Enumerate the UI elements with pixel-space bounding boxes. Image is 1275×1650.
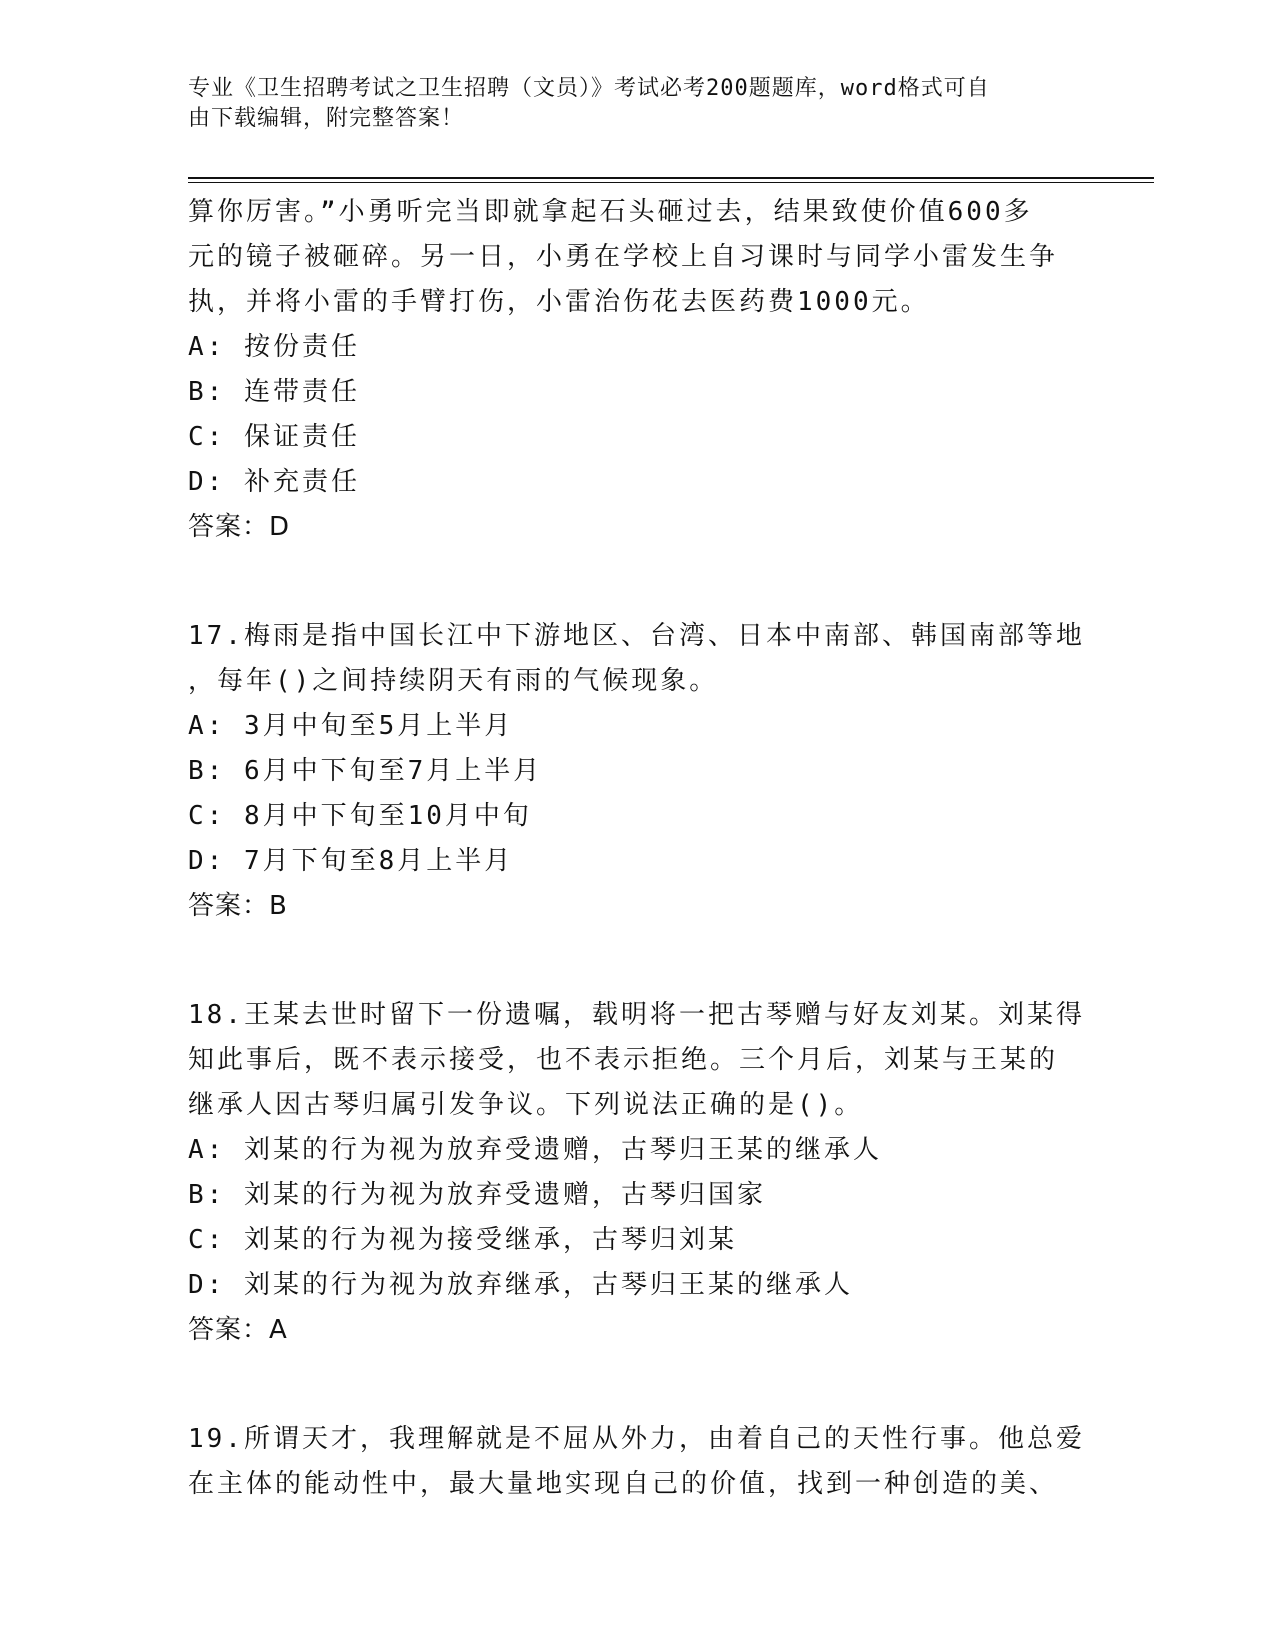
header-line-2: 由下载编辑，附完整答案！ [188, 106, 465, 131]
question-line: 17.梅雨是指中国长江中下游地区、台湾、日本中南部、韩国南部等地 [188, 621, 1085, 651]
question-text [188, 1417, 1088, 1507]
question-line: 18.王某去世时留下一份遗嘱，载明将一把古琴赠与好友刘某。刘某得 [188, 1000, 1085, 1030]
question-line: ，每年()之间持续阴天有雨的气候现象。 [188, 666, 719, 696]
spacer [188, 550, 1088, 614]
question-line: 执，并将小雷的手臂打伤，小雷治伤花去医药费1000元。 [188, 287, 930, 317]
option-c: C: 刘某的行为视为接受继承，古琴归刘某 [188, 1225, 737, 1255]
spacer [188, 929, 1088, 993]
option-a: A: 刘某的行为视为放弃受遗赠，古琴归王某的继承人 [188, 1135, 882, 1165]
question-text [188, 614, 1088, 704]
option-b: B: 连带责任 [188, 377, 360, 407]
option-a: A: 3月中旬至5月上半月 [188, 711, 514, 741]
option-d: D: 7月下旬至8月上半月 [188, 846, 514, 876]
option-b: B: 刘某的行为视为放弃受遗赠，古琴归国家 [188, 1180, 766, 1210]
document-body [188, 190, 1088, 1507]
question-line: 元的镜子被砸碎。另一日，小勇在学校上自习课时与同学小雷发生争 [188, 242, 1059, 272]
answer: 答案：B [188, 891, 288, 921]
option-c: C: 8月中下旬至10月中旬 [188, 801, 532, 831]
question-17 [188, 614, 1088, 929]
question-19 [188, 1417, 1088, 1507]
question-line: 在主体的能动性中，最大量地实现自己的价值，找到一种创造的美、 [188, 1469, 1059, 1499]
header-line-1: 专业《卫生招聘考试之卫生招聘（文员）》考试必考200题题库，word格式可自 [188, 76, 990, 101]
header-rule-thin [188, 182, 1154, 183]
question-18 [188, 993, 1088, 1353]
option-d: D: 刘某的行为视为放弃继承，古琴归王某的继承人 [188, 1270, 853, 1300]
question-text [188, 993, 1088, 1128]
answer: 答案：D [188, 512, 291, 542]
option-b: B: 6月中下旬至7月上半月 [188, 756, 543, 786]
option-c: C: 保证责任 [188, 422, 360, 452]
question-line: 19.所谓天才，我理解就是不屈从外力，由着自己的天性行事。他总爱 [188, 1424, 1085, 1454]
question-16 [188, 190, 1088, 550]
question-line: 算你厉害。”小勇听完当即就拿起石头砸过去，结果致使价值600多 [188, 197, 1033, 227]
header-rule-thick [188, 177, 1154, 179]
option-a: A: 按份责任 [188, 332, 360, 362]
document-header [188, 74, 1068, 134]
spacer [188, 1353, 1088, 1417]
question-line: 知此事后，既不表示接受，也不表示拒绝。三个月后，刘某与王某的 [188, 1045, 1059, 1075]
question-text [188, 190, 1088, 325]
answer: 答案：A [188, 1315, 288, 1345]
option-d: D: 补充责任 [188, 467, 360, 497]
question-line: 继承人因古琴归属引发争议。下列说法正确的是()。 [188, 1090, 864, 1120]
